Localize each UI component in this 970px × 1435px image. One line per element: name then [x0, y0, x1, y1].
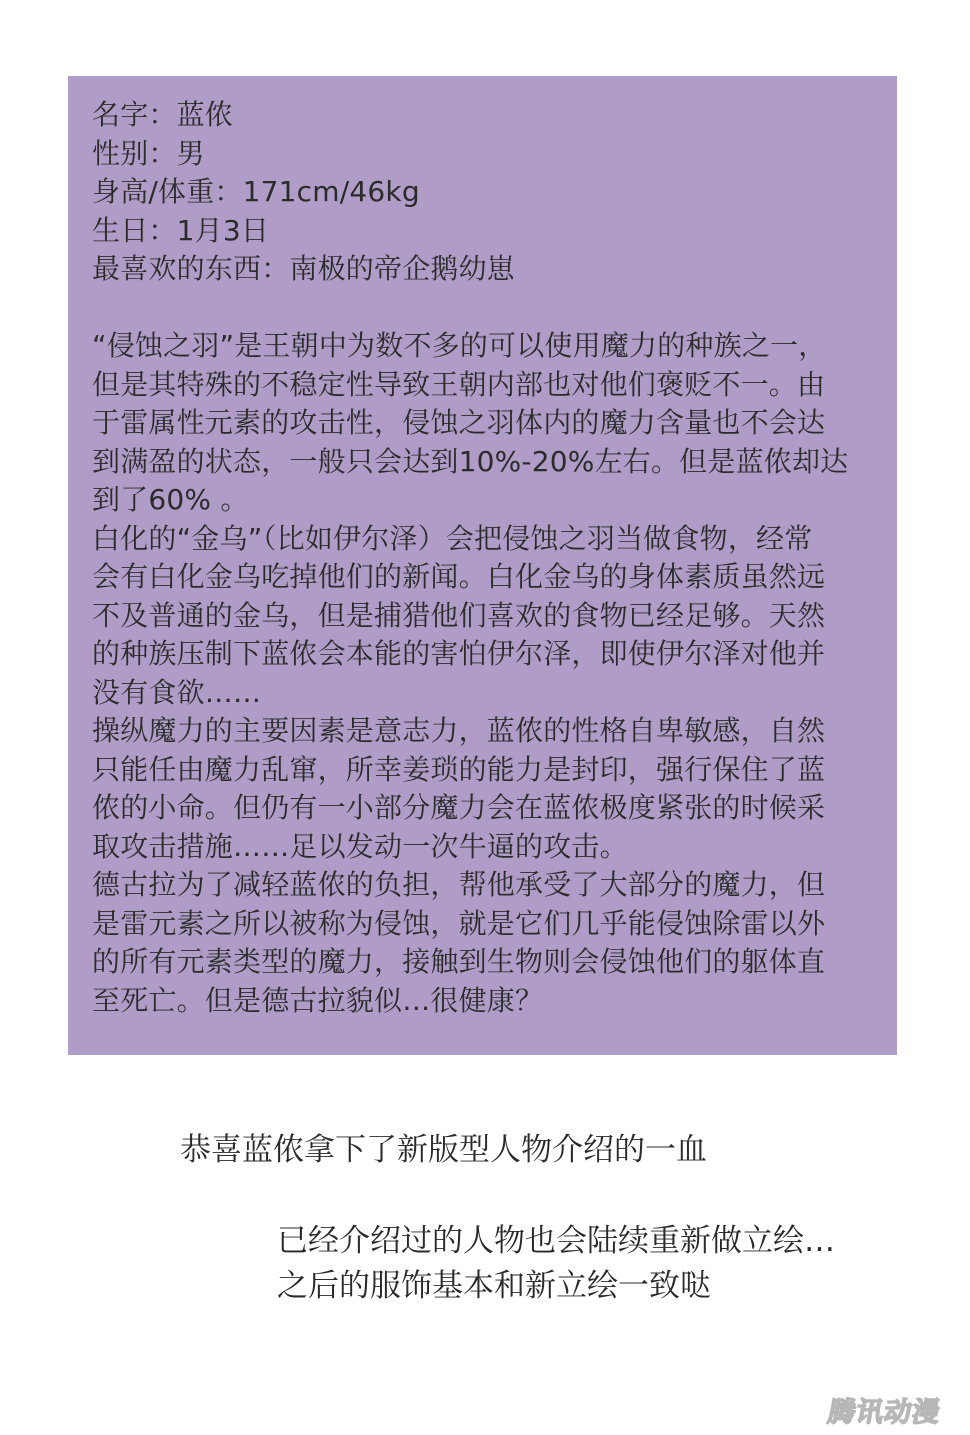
description-line: 的种族压制下蓝侬会本能的害怕伊尔泽，即使伊尔泽对他并 — [92, 637, 826, 670]
description-line: 会有白化金乌吃掉他们的新闻。白化金乌的身体素质虽然远 — [92, 560, 826, 593]
profile-height-weight: 身高/体重：171cm/46kg — [92, 175, 420, 208]
description-line: 至死亡。但是德古拉貌似…很健康？ — [92, 983, 544, 1017]
description-line: 到满盈的状态，一般只会达到10%-20%左右。但是蓝侬却达 — [92, 444, 849, 478]
description-line: “侵蚀之羽”是王朝中为数不多的可以使用魔力的种族之一， — [92, 329, 827, 362]
profile-favorite: 最喜欢的东西：南极的帝企鹅幼崽 — [92, 252, 516, 285]
note-first-blood: 恭喜蓝侬拿下了新版型人物介绍的一血 — [180, 1132, 707, 1168]
profile-gender: 性别：男 — [92, 136, 205, 170]
description-line: 只能任由魔力乱窜，所幸姜琐的能力是封印，强行保住了蓝 — [92, 752, 826, 786]
note-outfit: 之后的服饰基本和新立绘一致哒 — [277, 1268, 711, 1304]
description-line: 但是其特殊的不稳定性导致王朝内部也对他们褒贬不一。由 — [92, 367, 826, 401]
profile-name: 名字：蓝侬 — [92, 98, 234, 131]
description-line: 的所有元素类型的魔力，接触到生物则会侵蚀他们的躯体直 — [92, 945, 826, 978]
description-line: 取攻击措施……足以发动一次牛逼的攻击。 — [92, 829, 628, 863]
description-line: 没有食欲…… — [92, 675, 262, 709]
description-line: 不及普通的金乌，但是捕猎他们喜欢的食物已经足够。天然 — [92, 598, 826, 632]
description-line: 操纵魔力的主要因素是意志力，蓝侬的性格自卑敏感，自然 — [92, 714, 826, 747]
character-profile-card — [68, 76, 897, 1055]
description-line: 于雷属性元素的攻击性，侵蚀之羽体内的魔力含量也不会达 — [92, 406, 826, 439]
description-line: 侬的小命。但仍有一小部分魔力会在蓝侬极度紧张的时候采 — [92, 791, 826, 824]
note-redraw: 已经介绍过的人物也会陆续重新做立绘… — [277, 1223, 835, 1259]
description-line: 到了60% 。 — [92, 483, 249, 516]
description-line: 德古拉为了减轻蓝侬的负担，帮他承受了大部分的魔力，但 — [92, 868, 826, 901]
profile-birthday: 生日：1月3日 — [92, 213, 270, 247]
description-line: 白化的“金乌”（比如伊尔泽）会把侵蚀之羽当做食物，经常 — [92, 521, 813, 555]
spacer — [92, 289, 897, 328]
tencent-comic-watermark-logo — [808, 1392, 958, 1430]
svg-text:腾讯动漫: 腾讯动漫 — [825, 1397, 944, 1428]
description-line: 是雷元素之所以被称为侵蚀，就是它们几乎能侵蚀除雷以外 — [92, 906, 826, 940]
